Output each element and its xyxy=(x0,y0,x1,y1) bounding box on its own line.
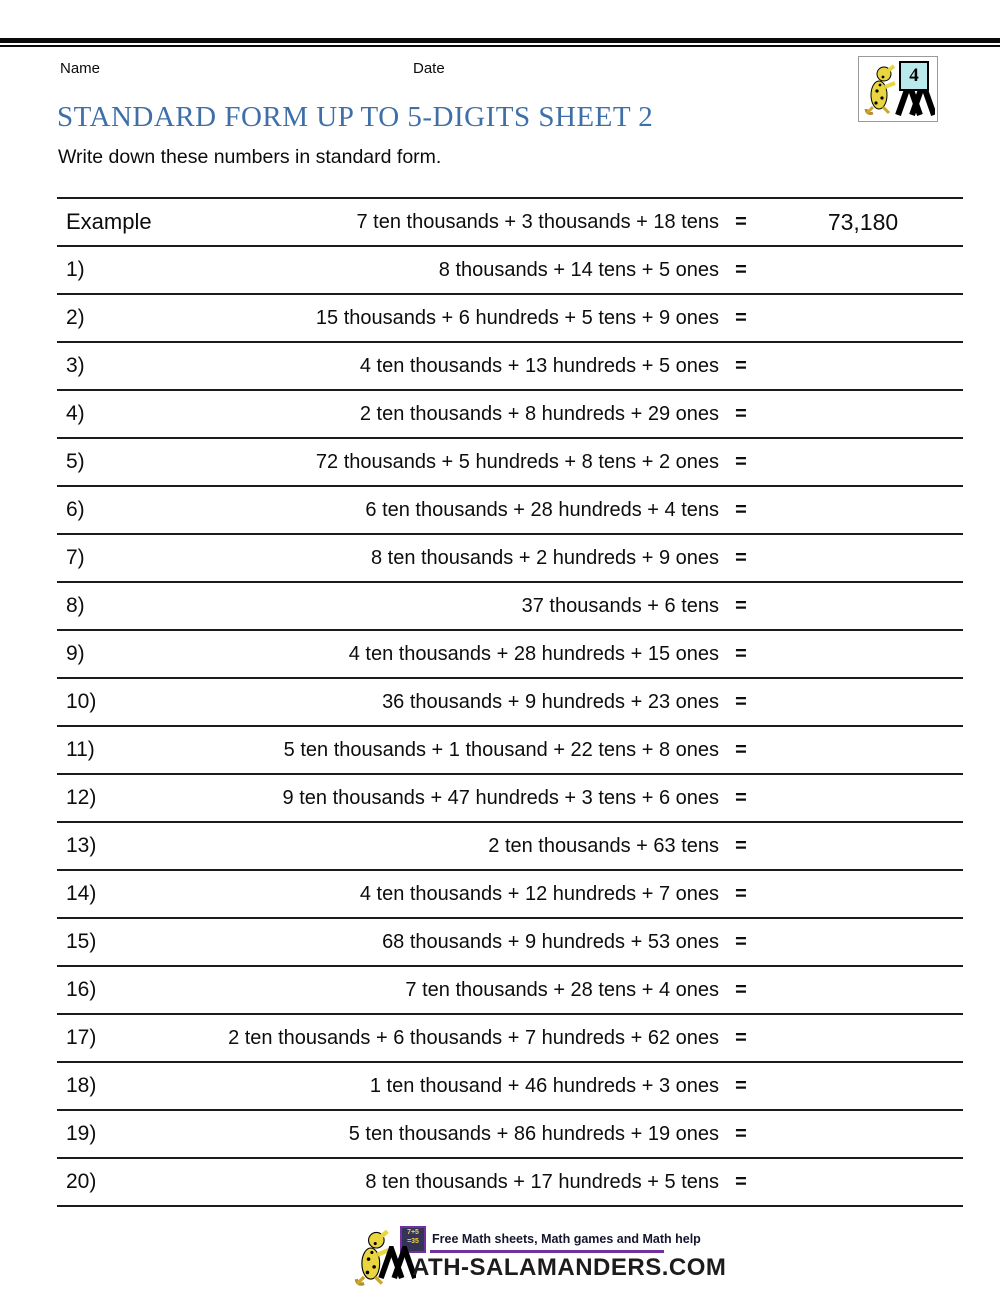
table-row xyxy=(57,581,963,629)
table-row xyxy=(57,725,963,773)
footer-purple-rule xyxy=(430,1250,664,1253)
row-expression: 4 ten thousands + 12 hundreds + 7 ones xyxy=(359,882,719,905)
table-row xyxy=(57,341,963,389)
equals-sign: = xyxy=(735,978,747,1001)
row-label: 7) xyxy=(66,546,85,569)
row-expression: 36 thousands + 9 hundreds + 23 ones xyxy=(382,690,719,713)
equals-sign: = xyxy=(735,738,747,761)
table-row xyxy=(57,677,963,725)
mini-chalkboard-icon: 7+5 =35 xyxy=(400,1226,426,1253)
table-row xyxy=(57,389,963,437)
table-row xyxy=(57,533,963,581)
equals-sign: = xyxy=(735,450,747,473)
row-expression: 5 ten thousands + 86 hundreds + 19 ones xyxy=(348,1122,719,1145)
row-expression: 7 ten thousands + 28 tens + 4 ones xyxy=(405,978,719,1001)
row-expression: 37 thousands + 6 tens xyxy=(521,594,719,617)
footer-brand xyxy=(348,1224,727,1292)
table-row xyxy=(57,917,963,965)
row-expression: 8 ten thousands + 2 hundreds + 9 ones xyxy=(370,546,719,569)
salamander-icon xyxy=(863,63,899,117)
row-expression: 8 ten thousands + 17 hundreds + 5 tens xyxy=(365,1170,719,1193)
equals-sign: = xyxy=(735,306,747,329)
table-row xyxy=(57,773,963,821)
equals-sign: = xyxy=(735,498,747,521)
table-row xyxy=(57,197,963,245)
equals-sign: = xyxy=(735,210,747,233)
worksheet-table xyxy=(57,197,963,1207)
footer-site-name: ATH-SALAMANDERS.COM xyxy=(412,1254,727,1281)
equals-sign: = xyxy=(735,882,747,905)
equals-sign: = xyxy=(735,1170,747,1193)
row-label: 13) xyxy=(66,834,97,857)
row-expression: 8 thousands + 14 tens + 5 ones xyxy=(438,258,719,281)
row-expression: 4 ten thousands + 28 hundreds + 15 ones xyxy=(348,642,719,665)
footer-m-logo-icon xyxy=(378,1246,416,1280)
table-row xyxy=(57,1061,963,1109)
row-expression: 72 thousands + 5 hundreds + 8 tens + 2 ones xyxy=(315,450,719,473)
row-label: 10) xyxy=(66,690,97,713)
grade-board: 4 xyxy=(899,61,929,91)
table-row xyxy=(57,965,963,1013)
table-row xyxy=(57,1013,963,1061)
row-label: 5) xyxy=(66,450,85,473)
table-row xyxy=(57,485,963,533)
row-label: 12) xyxy=(66,786,97,809)
row-label: 19) xyxy=(66,1122,97,1145)
page-title: STANDARD FORM UP TO 5-DIGITS SHEET 2 xyxy=(57,101,654,133)
table-row xyxy=(57,1109,963,1157)
math-salamanders-grade-logo xyxy=(858,56,938,122)
top-rule-thin xyxy=(0,45,1000,47)
row-expression: 1 ten thousand + 46 hundreds + 3 ones xyxy=(369,1074,719,1097)
table-row xyxy=(57,437,963,485)
row-label: 9) xyxy=(66,642,85,665)
equals-sign: = xyxy=(735,402,747,425)
row-expression: 2 ten thousands + 63 tens xyxy=(488,834,719,857)
row-expression: 68 thousands + 9 hundreds + 53 ones xyxy=(382,930,719,953)
row-label: Example xyxy=(66,209,152,234)
equals-sign: = xyxy=(735,690,747,713)
row-expression: 2 ten thousands + 8 hundreds + 29 ones xyxy=(359,402,719,425)
table-row xyxy=(57,629,963,677)
equals-sign: = xyxy=(735,1074,747,1097)
equals-sign: = xyxy=(735,258,747,281)
row-label: 4) xyxy=(66,402,85,425)
row-label: 20) xyxy=(66,1170,97,1193)
instruction-text: Write down these numbers in standard form. xyxy=(58,146,442,168)
table-row xyxy=(57,293,963,341)
equals-sign: = xyxy=(735,546,747,569)
row-label: 14) xyxy=(66,882,97,905)
row-label: 6) xyxy=(66,498,85,521)
equals-sign: = xyxy=(735,786,747,809)
equals-sign: = xyxy=(735,1122,747,1145)
date-label: Date xyxy=(413,60,445,77)
footer-tagline: Free Math sheets, Math games and Math help xyxy=(432,1232,701,1246)
row-label: 11) xyxy=(66,738,95,761)
row-label: 15) xyxy=(66,930,97,953)
table-row xyxy=(57,245,963,293)
row-label: 1) xyxy=(66,258,85,281)
row-label: 3) xyxy=(66,354,85,377)
row-label: 16) xyxy=(66,978,97,1001)
table-row xyxy=(57,869,963,917)
row-label: 2) xyxy=(66,306,85,329)
row-label: 18) xyxy=(66,1074,97,1097)
row-expression: 7 ten thousands + 3 thousands + 18 tens xyxy=(356,210,719,233)
row-label: 8) xyxy=(66,594,85,617)
row-expression: 9 ten thousands + 47 hundreds + 3 tens + 6 ones xyxy=(282,786,719,809)
equals-sign: = xyxy=(735,594,747,617)
row-expression: 15 thousands + 6 hundreds + 5 tens + 9 ones xyxy=(315,306,719,329)
equals-sign: = xyxy=(735,834,747,857)
top-rule-thick xyxy=(0,38,1000,43)
equals-sign: = xyxy=(735,354,747,377)
row-expression: 2 ten thousands + 6 thousands + 7 hundreds + 62 ones xyxy=(228,1026,719,1049)
equals-sign: = xyxy=(735,930,747,953)
table-row xyxy=(57,821,963,869)
equals-sign: = xyxy=(735,1026,747,1049)
equals-sign: = xyxy=(735,642,747,665)
row-expression: 5 ten thousands + 1 thousand + 22 tens + 8 ones xyxy=(283,738,719,761)
row-expression: 4 ten thousands + 13 hundreds + 5 ones xyxy=(359,354,719,377)
name-label: Name xyxy=(60,60,101,77)
row-label: 17) xyxy=(66,1026,97,1049)
row-expression: 6 ten thousands + 28 hundreds + 4 tens xyxy=(365,498,719,521)
answer-field[interactable]: 73,180 xyxy=(827,208,899,235)
table-row xyxy=(57,1157,963,1205)
